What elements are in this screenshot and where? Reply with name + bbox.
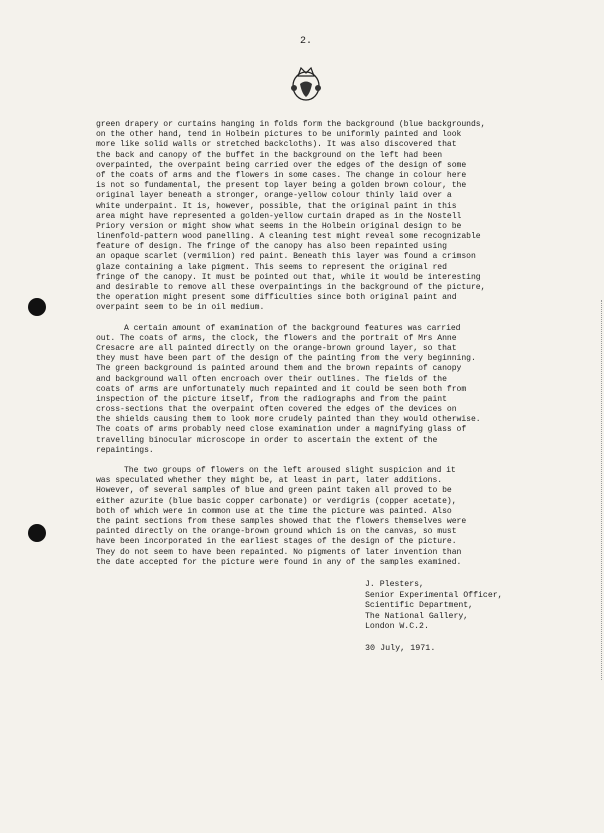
text-line: green drapery or curtains hanging in folds form the background (blue backgrounds,	[96, 120, 486, 129]
text-line: on the other hand, tend in Holbein pictures to be uniformly painted and look	[96, 130, 462, 140]
text-line: an opaque scarlet (vermilion) red paint. Beneath this layer was found a crimson	[96, 252, 476, 262]
text-line: out. The coats of arms, the clock, the flowers and the portrait of Mrs Anne	[96, 333, 457, 343]
page-number: 2.	[300, 36, 313, 47]
punch-hole-top	[28, 298, 46, 316]
signatory-institution: The National Gallery,	[365, 611, 469, 621]
text-line: the date accepted for the picture were found in any of the samples examined.	[96, 557, 462, 567]
text-line: They do not seem to have been repainted. No pigments of later invention than	[96, 547, 462, 557]
text-line: the shields causing them to look more crudely painted than they would otherwise.	[96, 415, 481, 425]
text-line: the paint sections from these samples showed that the flowers themselves were	[96, 516, 467, 526]
text-line: The green background is painted around them and the brown repaints of canopy	[96, 364, 462, 374]
paragraph-3	[96, 466, 590, 568]
document-body	[96, 120, 590, 578]
text-line: travelling binocular microscope in order to ascertain the extent of the	[96, 435, 438, 445]
text-line: white underpaint. It is, however, possible, that the original paint in this	[96, 201, 457, 211]
text-line: both of which were in common use at the time the picture was painted. Also	[96, 506, 452, 516]
text-line: the operation might present some difficulties since both original paint and	[96, 293, 457, 303]
text-line: overpaint seem to be in oil medium.	[96, 303, 265, 313]
text-line: more like solid walls or stretched backcloths). It was also discovered that	[96, 140, 457, 150]
signatory-title: Senior Experimental Officer,	[365, 590, 503, 600]
text-line: linenfold-pattern wood panelling. A cleaning test might reveal some recognizable	[96, 232, 481, 242]
text-line: inspection of the picture itself, from the radiographs and from the paint	[96, 394, 447, 404]
text-line: coats of arms are unfortunately much repainted and it could be seen both from	[96, 384, 467, 394]
text-line: repaintings.	[96, 445, 154, 455]
text-line: fringe of the canopy. It must be pointed out that, while it would be interesting	[96, 272, 481, 282]
paragraph-2	[96, 324, 590, 456]
text-line: The coats of arms probably need close examination under a magnifying glass of	[96, 425, 467, 435]
signatory-department: Scientific Department,	[365, 601, 474, 610]
text-line: have been incorporated in the earliest stages of the design of the picture.	[96, 537, 457, 547]
text-line: original layer beneath a stronger, orange-yellow colour thinly laid over a	[96, 191, 452, 201]
text-line: area might have represented a golden-yellow curtain draped as in the Nostell	[96, 211, 462, 221]
text-line: the back and canopy of the buffet in the background on the left had been	[96, 150, 443, 160]
punch-hole-bottom	[28, 524, 46, 542]
text-line: Cresacre are all painted directly on the orange-brown ground layer, so that	[96, 343, 457, 353]
text-line: they must have been part of the design of the painting from the very beginning.	[96, 354, 476, 364]
paragraph-1	[96, 120, 590, 314]
text-line: However, of several samples of blue and green paint taken all proved to be	[96, 486, 452, 496]
royal-crest-emblem	[285, 62, 327, 104]
text-line: of the coats of arms and the flowers in some cases. The change in colour here	[96, 170, 467, 180]
text-line: painted directly on the orange-brown ground which is on the canvas, so must	[96, 527, 457, 537]
text-line: The two groups of flowers on the left aroused slight suspicion and it	[124, 466, 456, 475]
text-line: is not so fundamental, the present top layer being a golden brown colour, the	[96, 181, 467, 191]
text-line: Priory version or might show what seems in the Holbein original design to be	[96, 221, 462, 231]
text-line: glaze containing a lake pigment. This seems to represent the original red	[96, 262, 447, 272]
text-line: was speculated whether they might be, at least in part, later additions.	[96, 476, 443, 486]
scan-edge-marks	[599, 300, 602, 680]
text-line: cross-sections that the overpaint often covered the edges of the devices on	[96, 405, 457, 415]
text-line: A certain amount of examination of the background features was carried	[124, 323, 461, 333]
signature-block	[365, 580, 503, 633]
signatory-city: London W.C.2.	[365, 622, 429, 631]
document-date: 30 July, 1971.	[365, 643, 436, 653]
text-line: and background wall often encroach over their outlines. The fields of the	[96, 374, 447, 384]
signatory-name: J. Plesters,	[365, 580, 424, 589]
text-line: overpainted, the overpaint being carried over the edges of the design of some	[96, 160, 467, 170]
text-line: feature of design. The fringe of the canopy has also been repainted using	[96, 242, 447, 252]
text-line: and desirable to remove all these overpaintings in the background of the picture,	[96, 283, 486, 292]
text-line: either azurite (blue basic copper carbonate) or verdigris (copper acetate),	[96, 496, 457, 506]
